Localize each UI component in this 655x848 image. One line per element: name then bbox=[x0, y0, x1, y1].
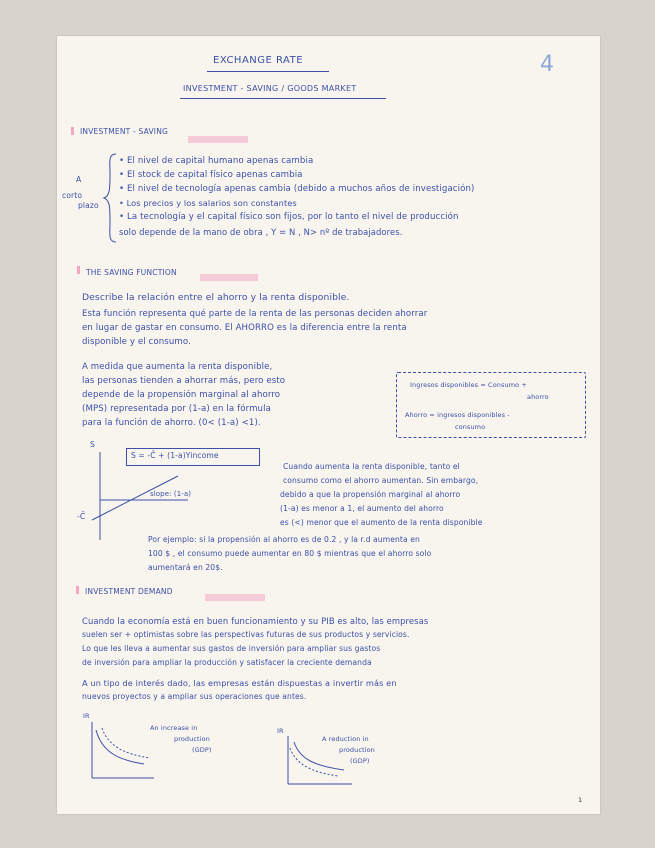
graph-caption: (GDP) bbox=[350, 757, 370, 765]
text-line: Por ejemplo: si la propensión al ahorro es de 0.2 , y la r.d aumenta en bbox=[148, 535, 420, 544]
section-marker bbox=[71, 127, 74, 135]
text-line: Describe la relación entre el ahorro y la renta disponible. bbox=[82, 292, 350, 303]
saving-function-graph bbox=[90, 448, 190, 548]
graph-caption: (GDP) bbox=[192, 746, 212, 754]
subtitle-underline bbox=[180, 98, 386, 99]
graph-caption: production bbox=[174, 735, 210, 743]
bullet-line: • El nivel de capital humano apenas cambia bbox=[119, 156, 314, 166]
investment-graph-increase bbox=[88, 720, 158, 782]
text-line: (MPS) representada por (1-a) en la fórmula bbox=[82, 404, 271, 414]
box-text: consumo bbox=[455, 423, 486, 431]
graph-axis-label: S bbox=[90, 440, 95, 449]
box-text: ahorro bbox=[527, 393, 549, 401]
text-line: las personas tienden a ahorrar más, pero esto bbox=[82, 376, 286, 386]
text-line: A medida que aumenta la renta disponible, bbox=[82, 362, 273, 372]
text-line: debido a que la propensión marginal al ahorro bbox=[280, 490, 461, 499]
text-line: aumentará en 20$. bbox=[148, 563, 223, 572]
text-line: en lugar de gastar en consumo. El AHORRO es la diferencia entre la renta bbox=[82, 323, 407, 333]
graph-slope-label: slope: (1-a) bbox=[150, 490, 192, 498]
text-line: depende de la propensión marginal al ahorro bbox=[82, 390, 281, 400]
text-line: A un tipo de interés dado, las empresas están dispuestas a invertir más en bbox=[82, 678, 397, 688]
highlight-bar bbox=[205, 594, 265, 601]
bullet-line: • El stock de capital físico apenas cambia bbox=[119, 170, 303, 180]
side-label: plazo bbox=[78, 201, 99, 210]
highlight-bar bbox=[188, 136, 248, 143]
section-marker bbox=[77, 266, 80, 274]
text-line: suelen ser + optimistas sobre las perspectivas futuras de sus productos y servicios. bbox=[82, 630, 410, 639]
graph-caption: production bbox=[339, 746, 375, 754]
bullet-line: • Los precios y los salarios son constantes bbox=[119, 198, 297, 208]
graph-caption: An increase in bbox=[150, 724, 198, 732]
text-line: disponible y el consumo. bbox=[82, 337, 191, 347]
bullet-line: solo depende de la mano de obra , Y = N , N> nº de trabajadores. bbox=[119, 227, 403, 237]
graph-caption: A reduction in bbox=[322, 735, 369, 743]
highlight-bar bbox=[200, 274, 258, 281]
section-heading-investment-demand: INVESTMENT DEMAND bbox=[85, 587, 173, 596]
footer-page-number: 1 bbox=[578, 796, 583, 804]
bullet-line: • La tecnología y el capital físico son fijos, por lo tanto el nivel de producción bbox=[119, 212, 459, 222]
curly-brace bbox=[102, 152, 118, 244]
text-line: Lo que les lleva a aumentar sus gastos de inversión para ampliar sus gastos bbox=[82, 644, 381, 653]
box-text: Ingresos disponibles = Consumo + bbox=[410, 381, 527, 389]
text-line: Cuando aumenta la renta disponible, tanto el bbox=[283, 462, 460, 471]
text-line: Esta función representa qué parte de la renta de las personas deciden ahorrar bbox=[82, 309, 428, 319]
section-heading-investment-saving: INVESTMENT - SAVING bbox=[80, 127, 169, 136]
text-line: 100 $ , el consumo puede aumentar en 80 $ mientras que el ahorro solo bbox=[148, 549, 432, 558]
saving-formula: S = -C̄ + (1-a)Yincome bbox=[131, 451, 219, 460]
text-line: para la función de ahorro. (0< (1-a) <1). bbox=[82, 418, 261, 428]
title-underline bbox=[207, 71, 329, 72]
text-line: consumo como el ahorro aumentan. Sin embargo, bbox=[283, 476, 479, 485]
page-number: 4 bbox=[540, 52, 554, 77]
graph-intercept-label: -C̄ bbox=[77, 512, 86, 521]
text-line: (1-a) es menor a 1, el aumento del ahorro bbox=[280, 504, 444, 513]
text-line: Cuando la economía está en buen funcionamiento y su PIB es alto, las empresas bbox=[82, 616, 429, 626]
page-subtitle: INVESTMENT - SAVING / GOODS MARKET bbox=[183, 84, 357, 93]
graph-axis-label: IR bbox=[277, 727, 284, 735]
text-line: de inversión para ampliar la producción y satisfacer la creciente demanda bbox=[82, 658, 372, 667]
bullet-line: • El nivel de tecnología apenas cambia (debido a muchos años de investigación) bbox=[119, 184, 475, 194]
text-line: nuevos proyectos y a ampliar sus operaciones que antes. bbox=[82, 692, 307, 701]
section-marker bbox=[76, 586, 79, 594]
side-label: A bbox=[76, 175, 82, 184]
section-heading-saving-function: THE SAVING FUNCTION bbox=[86, 268, 177, 277]
box-text: Ahorro = ingresos disponibles - bbox=[405, 411, 510, 419]
side-label: corto bbox=[62, 191, 83, 200]
text-line: es (<) menor que el aumento de la renta disponible bbox=[280, 518, 483, 527]
graph-axis-label: IR bbox=[83, 712, 90, 720]
page-title: EXCHANGE RATE bbox=[213, 55, 304, 66]
